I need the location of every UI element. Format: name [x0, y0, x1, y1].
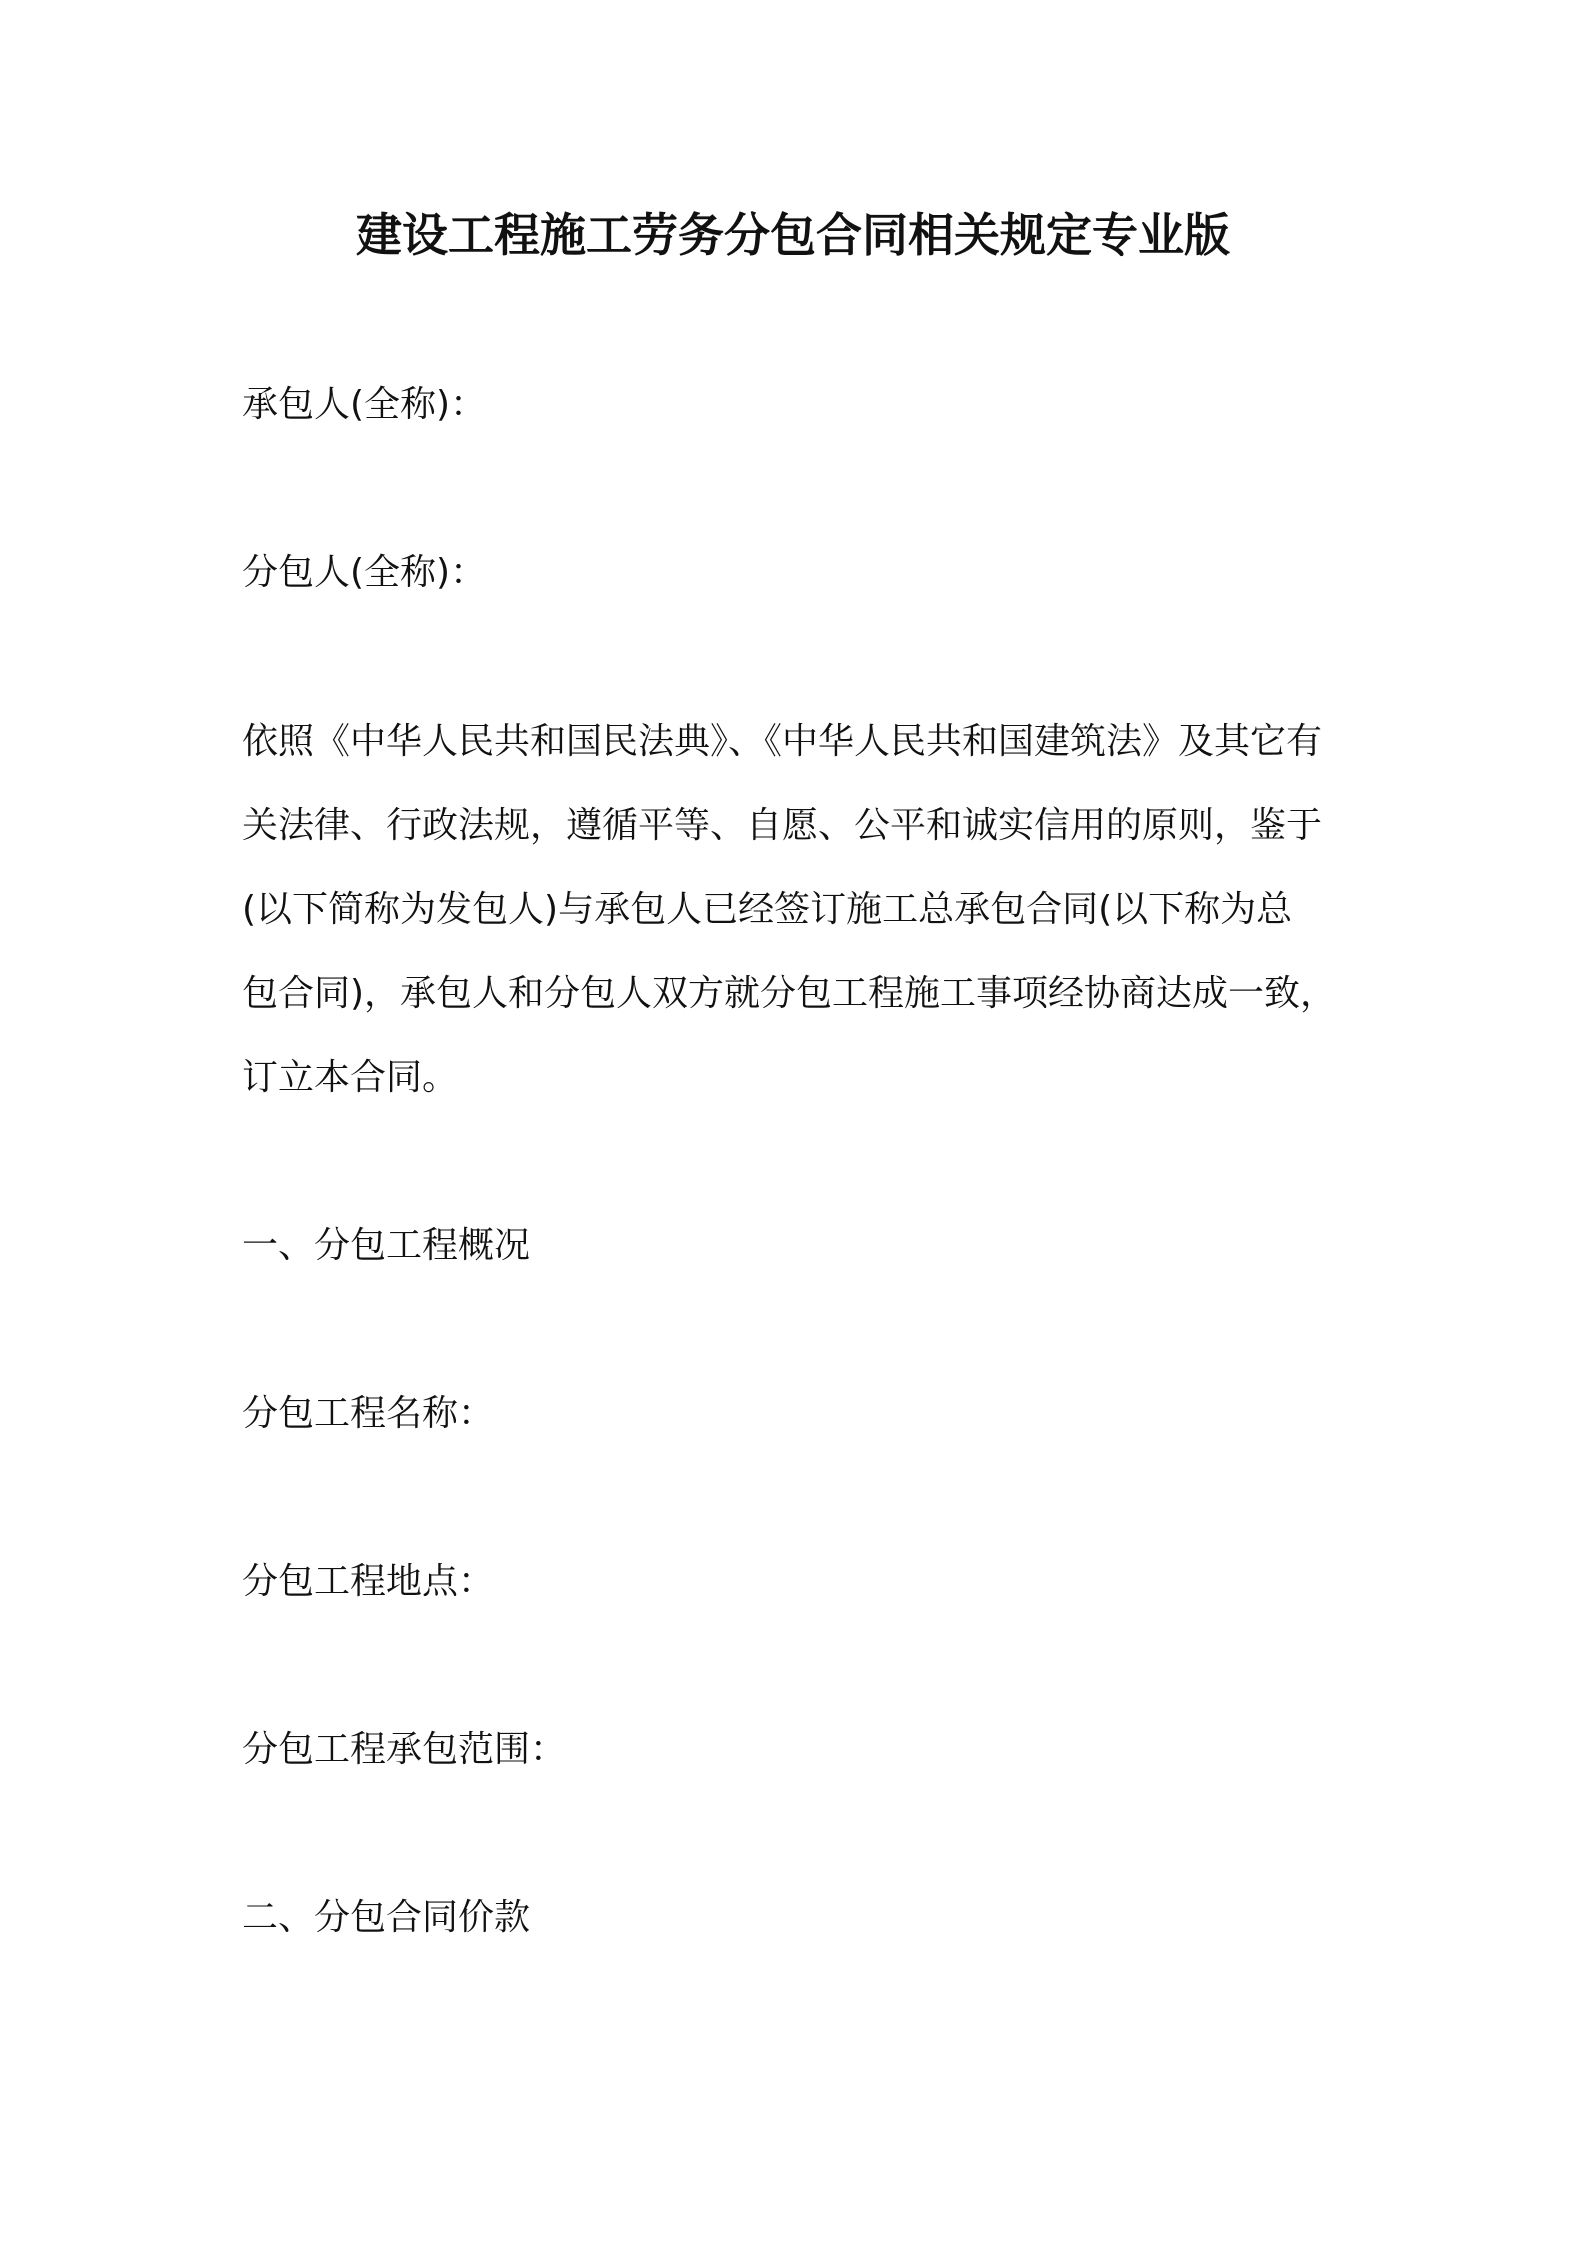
project-location-label: 分包工程地点：	[242, 1561, 495, 1602]
subcontractor-name-label: 分包人(全称)：	[242, 552, 487, 593]
section-1-heading: 一、分包工程概况	[242, 1225, 531, 1266]
intro-line: (以下简称为发包人)与承包人已经签订施工总承包合同(以下称为总	[242, 889, 1293, 930]
intro-paragraph	[242, 700, 1402, 1120]
intro-line: 订立本合同。	[242, 1057, 459, 1098]
project-scope-label: 分包工程承包范围：	[242, 1729, 567, 1770]
contractor-name-label: 承包人(全称)：	[242, 384, 487, 425]
section-2-heading: 二、分包合同价款	[242, 1897, 531, 1938]
document-title: 建设工程施工劳务分包合同相关规定专业版	[356, 208, 1230, 262]
project-name-label: 分包工程名称：	[242, 1393, 495, 1434]
intro-line: 依照《中华人民共和国民法典》、《中华人民共和国建筑法》及其它有	[242, 721, 1323, 762]
intro-line: 关法律、行政法规，遵循平等、自愿、公平和诚实信用的原则，鉴于	[242, 805, 1323, 846]
intro-line: 包合同)，承包人和分包人双方就分包工程施工事项经协商达成一致，	[242, 973, 1337, 1014]
